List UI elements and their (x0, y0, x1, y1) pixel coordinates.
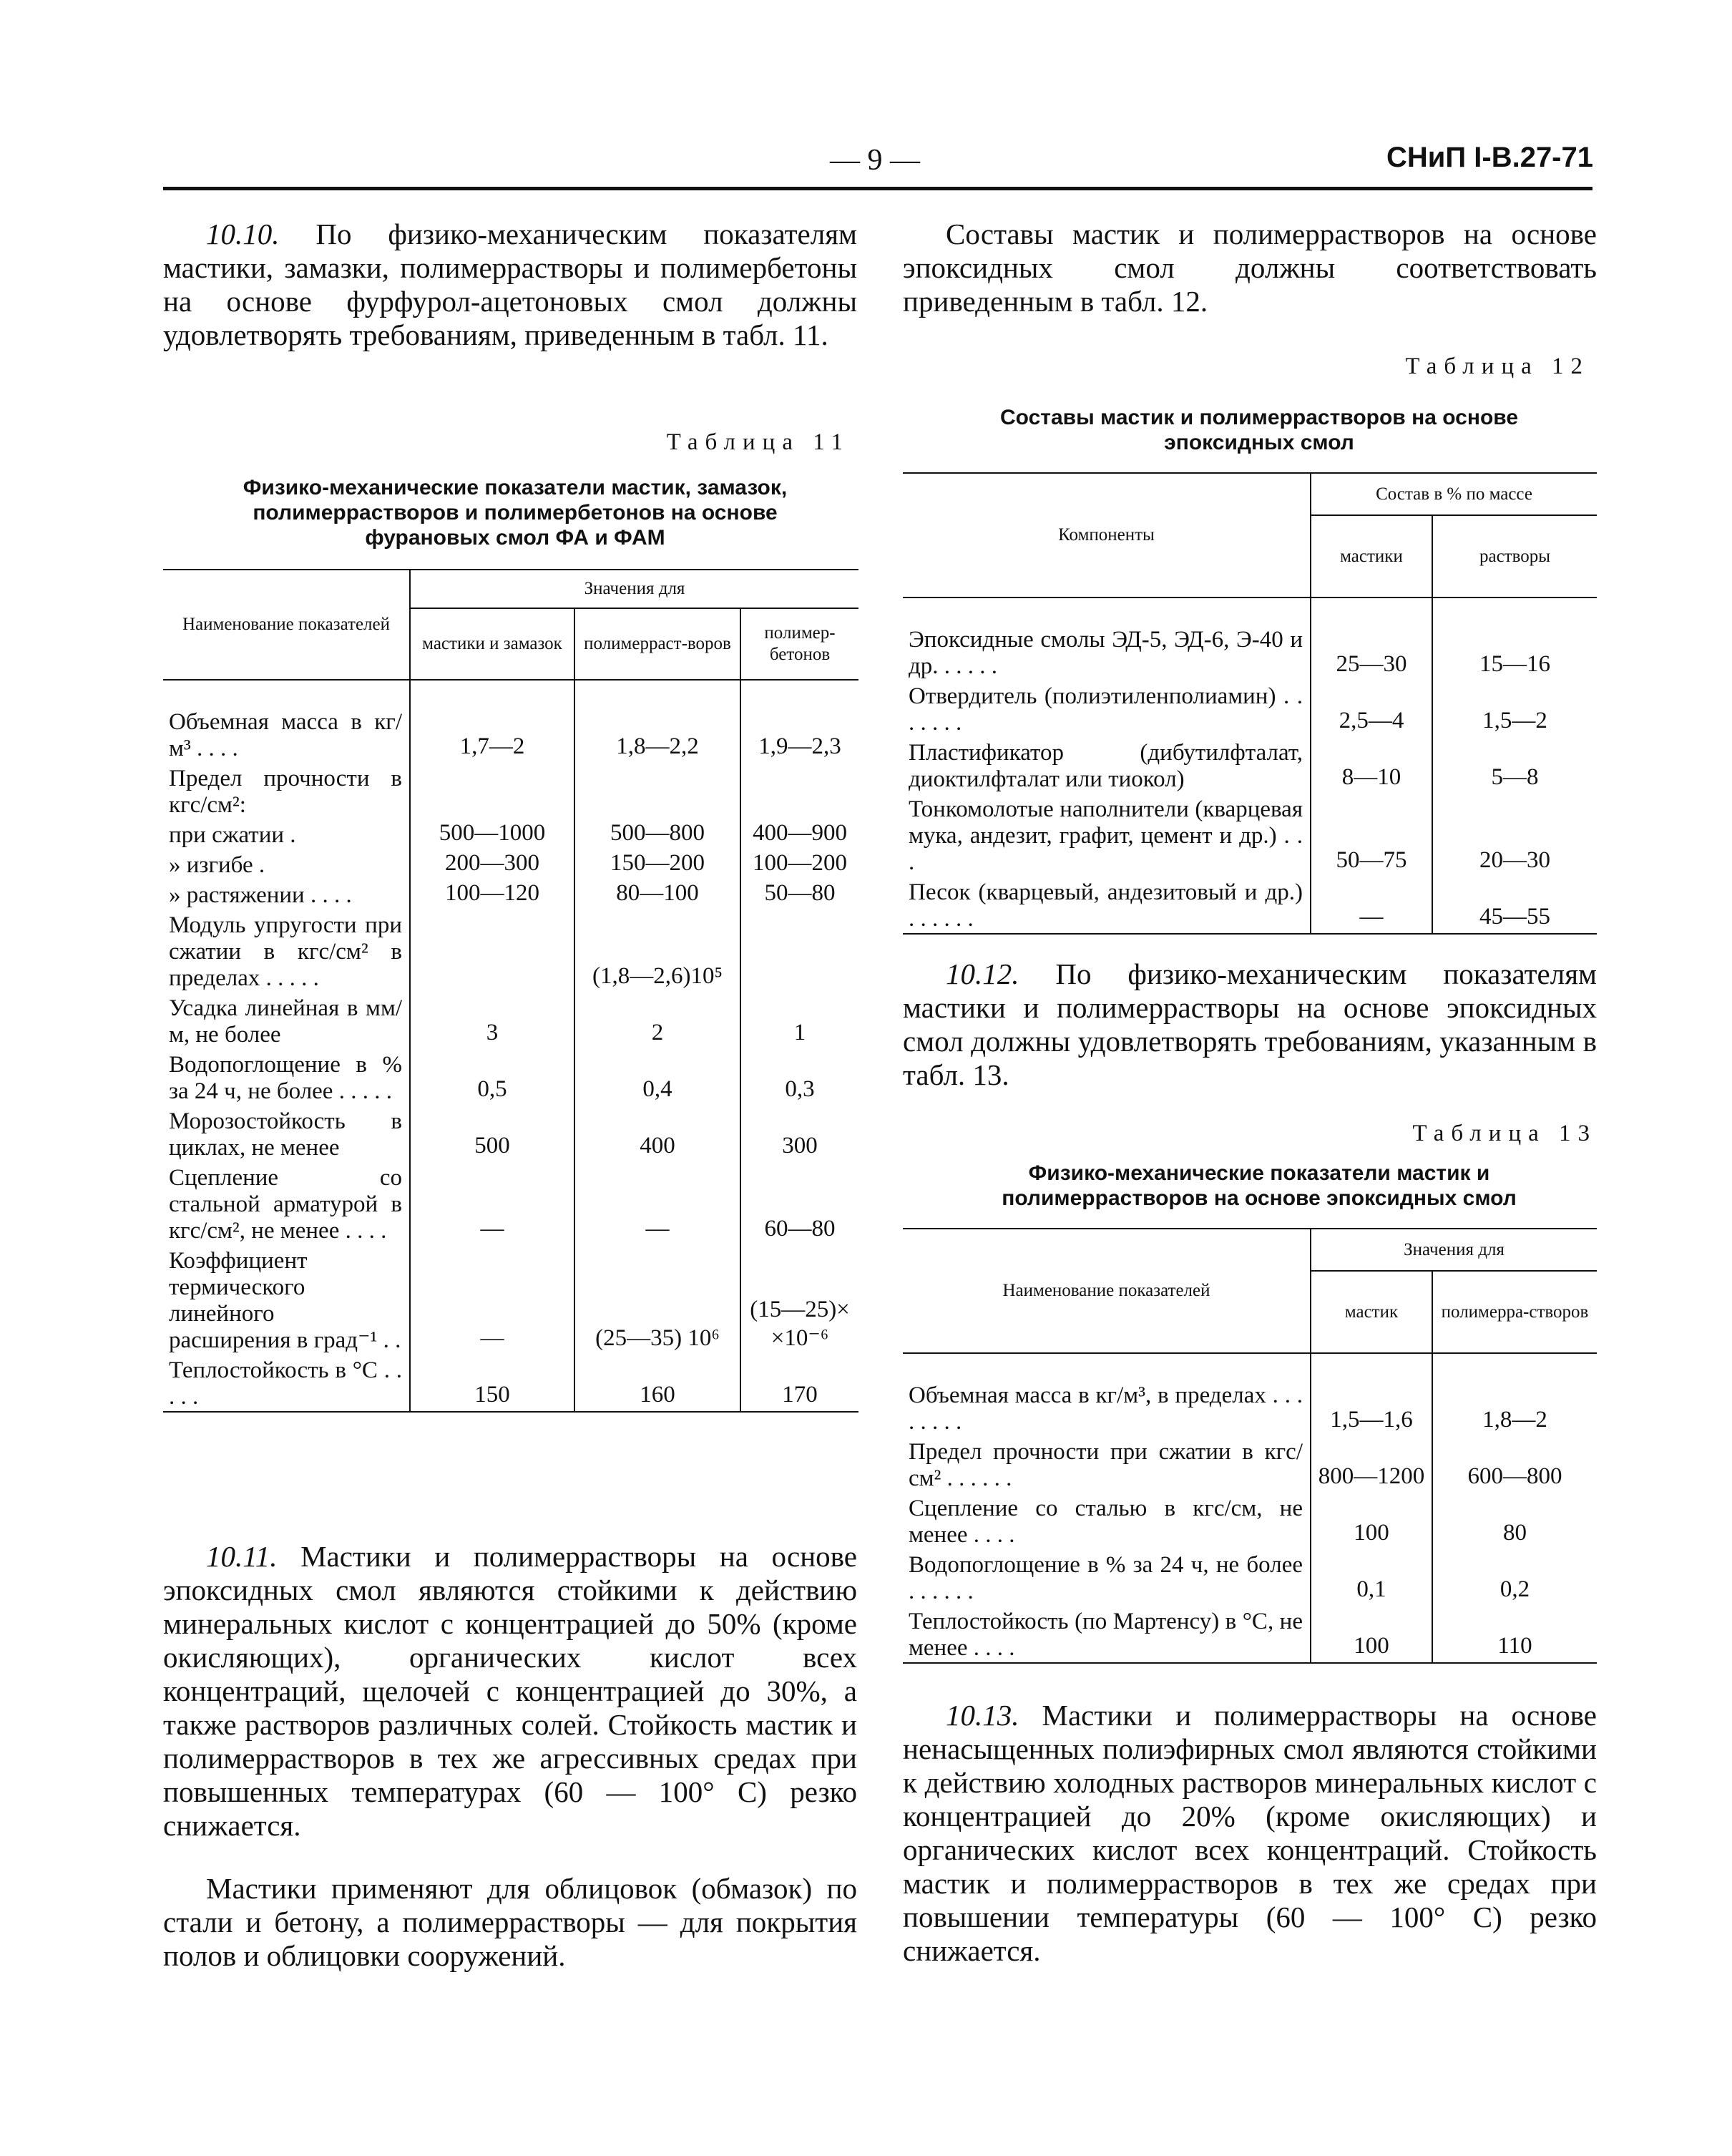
t13-header-col1: мастик (1311, 1271, 1432, 1353)
document-code: СНиП I-B.27-71 (1386, 142, 1593, 173)
t11-header-values-for: Значения для (410, 570, 858, 608)
table-row (903, 1493, 1597, 1549)
table-row (163, 680, 858, 763)
cell-v3: 170 (740, 1355, 858, 1412)
table-row (163, 1049, 858, 1106)
row-name: Сцепление со стальной арматурой в кгс/см², не менее . . . . (169, 1165, 402, 1244)
cell-v1: 0,1 (1311, 1549, 1432, 1606)
t11-header-col1: мастики и замазок (410, 608, 574, 680)
paragraph-10-12 (903, 957, 1597, 1092)
table-row (163, 992, 858, 1049)
cell-v2: 400 (574, 1106, 740, 1162)
t11-header-name: Наименование показателей (163, 570, 410, 680)
cell-v3: 60—80 (740, 1162, 858, 1245)
table-row (163, 849, 858, 879)
cell-v1: 1,7—2 (410, 680, 574, 763)
cell-v3: 0,3 (740, 1049, 858, 1106)
row-name: Объемная масса в кг/м³, в пределах . . . . . . . . (909, 1382, 1303, 1435)
table-13 (903, 1228, 1597, 1664)
table-row (903, 597, 1597, 681)
page-number: — 9 — (830, 144, 920, 177)
table-11-title: Физико-механические показатели мастик, замазок, полимеррастворов и полимербетонов на основе фурановых смол ФА и ФАМ (243, 476, 788, 550)
row-name: Песок (кварцевый, андезитовый и др.) . . . . . . (903, 877, 1311, 934)
cell-v1: 500—1000 (410, 819, 574, 849)
row-name: » растяжении . . . . (169, 882, 352, 908)
cell-v2: 15—16 (1432, 597, 1597, 681)
row-name: Теплостойкость (по Мартенсу) в °С, не менее . . . . (903, 1606, 1311, 1663)
paragraph-mastics: Мастики применяют для облицовок (обмазок) по стали и бетону, а полимеррастворы — для покрытия полов и облицовки сооружений. (163, 1872, 857, 1972)
table-row (163, 1355, 858, 1412)
cell-v2: 160 (574, 1355, 740, 1412)
table-11-label: Таблица 11 (666, 429, 850, 455)
cell-v2: 5—8 (1432, 737, 1597, 794)
table-11 (163, 569, 858, 1413)
table-row (163, 1245, 858, 1355)
cell-v1: — (410, 1162, 574, 1245)
row-name: Теплостойкость в °С . . . . . (163, 1355, 410, 1412)
t11-header-col2: полимерраст-воров (574, 608, 740, 680)
table-row (903, 1606, 1597, 1663)
t13-header-name: Наименование показателей (903, 1229, 1311, 1353)
cell-v2: 80—100 (574, 879, 740, 909)
row-name: Эпоксидные смолы ЭД-5, ЭД-6, Э-40 и др. . . . . . (909, 627, 1303, 679)
cell-v2: 1,5—2 (1432, 681, 1597, 737)
table-row (163, 909, 858, 992)
cell-v3: 300 (740, 1106, 858, 1162)
paragraph-sostavy: Составы мастик и полимеррастворов на основе эпоксидных смол должны соответствовать приведенным в табл. 12. (903, 218, 1597, 318)
table-row (903, 1549, 1597, 1606)
table-12 (903, 472, 1597, 935)
cell-v2: 2 (574, 992, 740, 1049)
cell-v2: 150—200 (574, 849, 740, 879)
cell-v2: 1,8—2,2 (574, 680, 740, 763)
t11-header-col3: полимер-бетонов (740, 608, 858, 680)
cell-v1: 8—10 (1311, 737, 1432, 794)
row-name: » изгибе . (169, 852, 265, 878)
header-rule (163, 187, 1592, 190)
cell-v2: 45—55 (1432, 877, 1597, 934)
t12-header-col2: растворы (1432, 515, 1597, 597)
cell-v1: 200—300 (410, 849, 574, 879)
cell-v1: 100 (1311, 1493, 1432, 1549)
table-row (163, 819, 858, 849)
table-row (903, 1436, 1597, 1493)
cell-v1: 1,5—1,6 (1311, 1353, 1432, 1436)
table-row (163, 763, 858, 819)
paragraph-number: 10.10. (206, 218, 280, 250)
row-name: Водопоглощение в % за 24 ч, не более . . . . . (169, 1052, 402, 1104)
row-name: Коэффициент термического линейного расширения в град⁻¹ . . (169, 1248, 401, 1353)
row-name: при сжатии . (169, 822, 296, 848)
paragraph-10-13 (903, 1699, 1597, 1968)
cell-v3: 400—900 (740, 819, 858, 849)
cell-v3: 1 (740, 992, 858, 1049)
cell-v3: (15—25)× ×10⁻⁶ (740, 1245, 858, 1355)
row-name: Модуль упругости при сжатии в кгс/см² в пределах . . . . . (169, 912, 402, 991)
table-row (903, 794, 1597, 877)
cell-v3: 1,9—2,3 (740, 680, 858, 763)
row-name: Отвердитель (полиэтиленполиамин) . . . . . . . (909, 683, 1303, 736)
row-name: Пластификатор (дибутилфталат, диоктилфталат или тиокол) (909, 740, 1303, 792)
cell-v3: 50—80 (740, 879, 858, 909)
table-12-title: Составы мастик и полимеррастворов на основе эпоксидных смол (1000, 406, 1518, 454)
t12-header-components: Компоненты (903, 473, 1311, 597)
row-name: Усадка линейная в мм/м, не более (169, 995, 402, 1048)
cell-v1: 50—75 (1311, 794, 1432, 877)
t13-header-col2: полимерра-створов (1432, 1271, 1597, 1353)
cell-v1: 500 (410, 1106, 574, 1162)
cell-v1: — (1311, 877, 1432, 934)
cell-v2: 0,4 (574, 1049, 740, 1106)
row-name: Водопоглощение в % за 24 ч, не более . . . . . . (909, 1552, 1303, 1604)
table-row (903, 681, 1597, 737)
cell-v1: 0,5 (410, 1049, 574, 1106)
cell-v1: 3 (410, 992, 574, 1049)
row-name: Сцепление со сталью в кгс/см, не менее . . . . (909, 1496, 1303, 1548)
table-13-label: Таблица 13 (1412, 1121, 1597, 1146)
cell-v1: 100 (1311, 1606, 1432, 1663)
table-row (163, 1106, 858, 1162)
cell-v2: 600—800 (1432, 1436, 1597, 1493)
cell-v3 (740, 909, 858, 992)
cell-v1: — (410, 1245, 574, 1355)
cell-v2: 0,2 (1432, 1549, 1597, 1606)
cell-v1: 2,5—4 (1311, 681, 1432, 737)
cell-v1: 25—30 (1311, 597, 1432, 681)
row-name: Морозостойкость в циклах, не менее (169, 1108, 402, 1161)
cell-v2: — (574, 1162, 740, 1245)
cell-v1: 150 (410, 1355, 574, 1412)
table-13-title: Физико-механические показатели мастик и полимеррастворов на основе эпоксидных смол (1002, 1161, 1517, 1210)
table-row (163, 879, 858, 909)
row-name: Предел прочности при сжатии в кгс/см² . . . . . . (909, 1439, 1303, 1491)
paragraph-text: Мастики и полимеррастворы на основе эпоксидных смол являются стойкими к действию минеральных кислот с концентрацией до 50% (кроме окисляющих), органических кислот всех концентраций, щелочей с концентрацией до 30%, а также растворов различных солей. Стойкость мастик и полимерраствоpов в тех же агрессивных средах при повышенных температурах (60 — 100° С) резко снижается. (163, 1540, 858, 1842)
row-name: Объемная масса в кг/м³ . . . . (169, 709, 402, 761)
table-row (903, 737, 1597, 794)
table-row (163, 1162, 858, 1245)
paragraph-number: 10.12. (946, 957, 1019, 990)
cell-v3: 100—200 (740, 849, 858, 879)
paragraph-10-11 (163, 1540, 857, 1843)
paragraph-text: По физико-механическим показателям мастики и полимеррастворы на основе эпоксидных смол должны удовлетворять требованиям, указанным в табл. 13. (903, 957, 1597, 1091)
row-name: Тонкомолотые наполнители (кварцевая мука, андезит, графит, цемент и др.) . . . (909, 796, 1303, 875)
t12-header-sostav: Состав в % по массе (1311, 473, 1597, 515)
row-name: Предел прочности в кгс/см²: (169, 766, 402, 818)
paragraph-10-10 (163, 218, 857, 352)
cell-v1: 100—120 (410, 879, 574, 909)
cell-v1 (410, 909, 574, 992)
cell-v2: (1,8—2,6)10⁵ (574, 909, 740, 992)
t13-header-values-for: Значения для (1311, 1229, 1597, 1271)
t12-header-col1: мастики (1311, 515, 1432, 597)
cell-v2 (574, 763, 740, 819)
cell-v2: 500—800 (574, 819, 740, 849)
cell-v1: 800—1200 (1311, 1436, 1432, 1493)
cell-v1 (410, 763, 574, 819)
cell-v2: 110 (1432, 1606, 1597, 1663)
cell-v2: 20—30 (1432, 794, 1597, 877)
table-row (903, 877, 1597, 934)
cell-v3 (740, 763, 858, 819)
table-row (903, 1353, 1597, 1436)
paragraph-number: 10.11. (206, 1540, 278, 1573)
paragraph-text: Мастики и полимеррастворы на основе ненасыщенных полиэфирных смол являются стойкими к действию холодных растворов минеральных кислот с концентрацией до 20% (кроме окисляющих) и органических кислот всех концентраций. Стойкость мастик и полимеррастворов в тех же средах при повышении температуры (60 — 100° С) резко снижается. (903, 1699, 1597, 1967)
cell-v2: 1,8—2 (1432, 1353, 1597, 1436)
table-12-label: Таблица 12 (1405, 353, 1590, 379)
cell-v2: (25—35) 10⁶ (574, 1245, 740, 1355)
paragraph-number: 10.13. (946, 1699, 1019, 1732)
paragraph-text: По физико-механическим показателям мастики, замазки, полимеррастворы и полимербетоны на основе фурфурол-ацетоновых смол должны удовлетворять требованиям, приведенным в табл. 11. (163, 218, 857, 351)
cell-v2: 80 (1432, 1493, 1597, 1549)
